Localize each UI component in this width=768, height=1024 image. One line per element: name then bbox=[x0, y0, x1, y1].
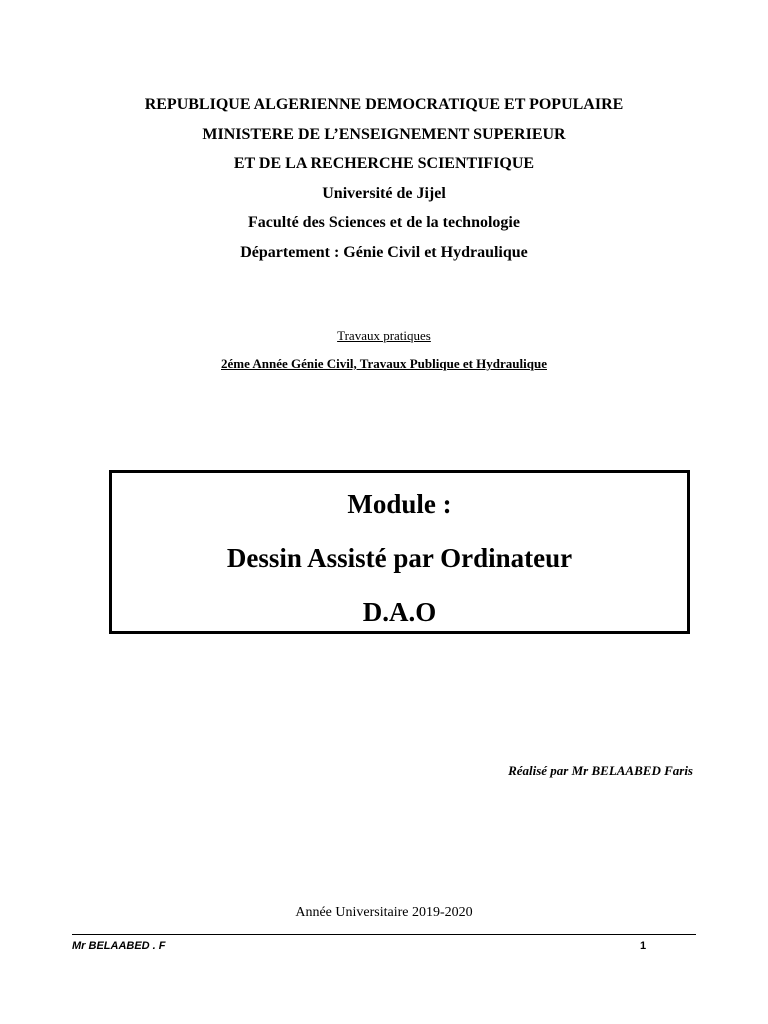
course-audience: 2éme Année Génie Civil, Travaux Publique et Hydraulique bbox=[221, 356, 547, 371]
author-credit: Réalisé par Mr BELAABED Faris bbox=[508, 763, 693, 778]
module-acronym: D.A.O bbox=[362, 597, 437, 627]
header-ministry-cont: ET DE LA RECHERCHE SCIENTIFIQUE bbox=[233, 155, 535, 172]
footer-divider bbox=[72, 934, 696, 935]
header-republic: REPUBLIQUE ALGERIENNE DEMOCRATIQUE ET POPULAIRE bbox=[144, 96, 624, 113]
academic-year: Année Universitaire 2019-2020 bbox=[295, 905, 473, 920]
header-ministry: MINISTERE DE L’ENSEIGNEMENT SUPERIEUR bbox=[202, 125, 566, 143]
course-type: Travaux pratiques bbox=[337, 328, 431, 343]
page-number: 1 bbox=[640, 940, 647, 952]
institution-header bbox=[0, 90, 768, 267]
header-university: Université de Jijel bbox=[322, 184, 446, 202]
module-title-box bbox=[109, 470, 690, 634]
header-faculty: Faculté des Sciences et de la technologie bbox=[248, 214, 520, 231]
module-label: Module : bbox=[347, 489, 452, 519]
course-info bbox=[0, 326, 768, 378]
header-department: Département : Génie Civil et Hydraulique bbox=[240, 243, 528, 261]
footer-author: Mr BELAABED . F bbox=[72, 940, 166, 952]
module-name: Dessin Assisté par Ordinateur bbox=[226, 543, 573, 573]
